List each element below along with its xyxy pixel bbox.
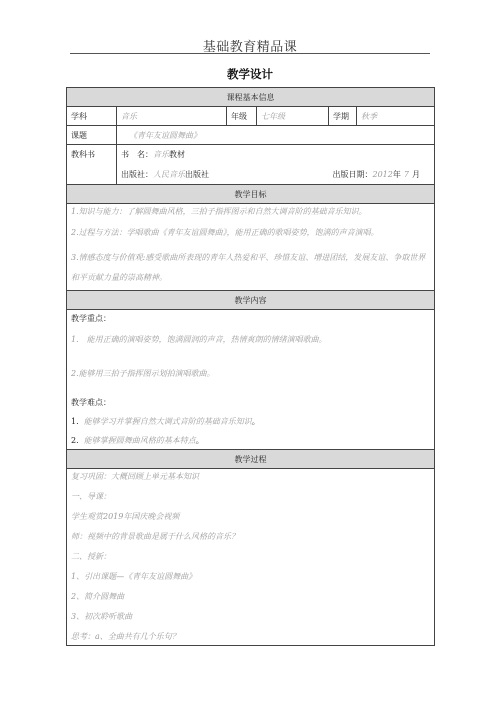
- process-line: 2、简介圆舞曲: [71, 592, 125, 601]
- topic-value: 《青年友谊圆舞曲》: [117, 126, 435, 145]
- topic-row: [67, 126, 435, 145]
- difficulty-1-end: 。: [251, 417, 260, 426]
- difficulty-2-end: 。: [195, 436, 204, 445]
- textbook-label: 教科书: [67, 145, 117, 185]
- book-name-cell: [117, 145, 435, 165]
- section-heading-goals: 教学目标: [67, 185, 435, 204]
- difficulty-2-text: 能够掌握圆舞曲风格的基本特点: [83, 436, 196, 445]
- pubdate-month-unit: 月: [411, 169, 420, 179]
- goals-row: [67, 204, 435, 291]
- goal-item-3: 3.情感态度与价值观:感受歌曲所表现的青年人热爱和平、珍惜友谊、增进团结，发展友谊、争取世界和平贡献力量的崇高精神。: [71, 253, 426, 282]
- section-row-process: [67, 450, 435, 469]
- topic-label: 课题: [67, 126, 117, 145]
- pubdate-cell: [329, 165, 435, 185]
- process-line: 师：视频中的背景歌曲是属于什么风格的音乐？: [71, 532, 239, 541]
- process-cell: [67, 469, 435, 646]
- publisher-cell: [117, 165, 329, 185]
- process-line: 复习巩固：大概回顾上单元基本知识: [71, 472, 199, 481]
- goal-item-1: 1.知识与能力：了解圆舞曲风格，三拍子指挥图示和自然大调音阶的基础音乐知识。: [71, 207, 367, 216]
- difficulty-2-number: 2.: [71, 436, 79, 445]
- difficulty-item-1: [71, 415, 430, 428]
- publisher-value: 人民音乐: [153, 169, 185, 179]
- term-label: 学期: [329, 107, 357, 126]
- key-point-2: 2.能够用三拍子指挥图示划拍演唱歌曲。: [71, 369, 215, 378]
- process-row: [67, 469, 435, 646]
- pubdate-year-unit: 年: [392, 169, 401, 179]
- term-value: 秋季: [357, 107, 435, 126]
- book-name-label: 书 名：: [121, 150, 153, 160]
- difficulty-1-text: 能够学习并掌握自然大调式音阶的基础音乐知识: [83, 417, 252, 426]
- lesson-plan-table: [66, 87, 435, 646]
- content-cell: [67, 310, 435, 450]
- goals-cell: [67, 204, 435, 291]
- key-point-1: 1. 能用正确的演唱姿势，饱满圆润的声音，热情爽朗的情绪演唱歌曲。: [71, 335, 327, 344]
- difficulty-item-2: [71, 434, 430, 447]
- publisher-label: 出版社：: [121, 169, 153, 179]
- key-points-label: 教学重点：: [71, 314, 111, 323]
- grade-label: 年级: [227, 107, 257, 126]
- publisher-suffix: 出版社: [185, 169, 209, 179]
- section-heading-content: 教学内容: [67, 291, 435, 310]
- goal-item-2: 2.过程与方法：学唱歌曲《青年友谊圆舞曲》，能用正确的歌唱姿势，饱满的声音演唱。: [71, 228, 379, 237]
- pubdate-label: 出版日期：: [332, 169, 373, 179]
- process-line: 3、初次聆听歌曲: [71, 612, 133, 621]
- process-line: 1、引出课题—《青年友谊圆舞曲》: [71, 572, 197, 581]
- subject-row: [67, 107, 435, 126]
- process-line: 二、授新：: [71, 552, 111, 561]
- subject-value: 音乐: [117, 107, 227, 126]
- textbook-row: [67, 145, 435, 165]
- publisher-row: [67, 165, 435, 185]
- section-row-basic-info: [67, 88, 435, 107]
- section-row-goals: [67, 185, 435, 204]
- content-row: [67, 310, 435, 450]
- difficulty-1-number: 1.: [71, 417, 79, 426]
- section-row-content: [67, 291, 435, 310]
- document-title: 教学设计: [227, 67, 273, 81]
- subject-label: 学科: [67, 107, 117, 126]
- pubdate-month: 7: [403, 169, 409, 179]
- page-header-title: 基础教育精品课: [202, 40, 298, 55]
- section-heading-basic-info: 课程基本信息: [67, 88, 435, 107]
- process-line: 学生观赏2019年国庆晚会视频: [71, 512, 180, 521]
- book-name-suffix: 教材: [169, 150, 185, 160]
- pubdate-year: 2012: [372, 169, 393, 179]
- grade-value: 七年级: [257, 107, 329, 126]
- process-line: 一、导课：: [71, 492, 111, 501]
- process-line: 思考：a、全曲共有几个乐句？: [71, 632, 180, 641]
- header-divider: [70, 53, 430, 54]
- section-heading-process: 教学过程: [67, 450, 435, 469]
- difficulty-label: 教学难点：: [71, 398, 111, 407]
- book-name-value: 音乐: [153, 150, 169, 160]
